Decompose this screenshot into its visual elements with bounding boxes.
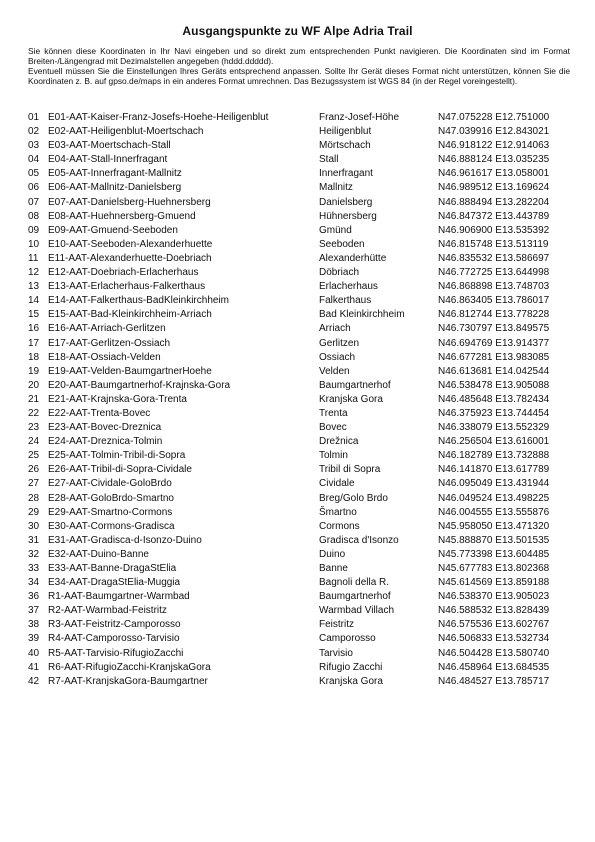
route-name: E14-AAT-Falkerthaus-BadKleinkirchheim xyxy=(48,295,230,307)
table-row xyxy=(28,492,570,506)
start-place: Danielsberg xyxy=(319,196,373,208)
table-row xyxy=(28,351,570,365)
start-place: Hühnersberg xyxy=(319,210,377,222)
route-name: E27-AAT-Cividale-GoloBrdo xyxy=(48,478,172,490)
coordinates-table-body xyxy=(28,111,570,689)
start-place: Kranjska Gora xyxy=(319,393,383,405)
row-number: 23 xyxy=(28,422,40,434)
table-row xyxy=(28,618,570,632)
table-row xyxy=(28,520,570,534)
route-name: E23-AAT-Bovec-Dreznica xyxy=(48,422,162,434)
start-place: Šmartno xyxy=(319,506,357,518)
table-row xyxy=(28,632,570,646)
route-name: E12-AAT-Doebriach-Erlacherhaus xyxy=(48,267,199,279)
row-number: 28 xyxy=(28,492,40,504)
start-place: Velden xyxy=(319,365,350,377)
route-name: R6-AAT-RifugioZacchi-KranjskaGora xyxy=(48,661,211,673)
row-number: 14 xyxy=(28,295,40,307)
table-row xyxy=(28,280,570,294)
row-number: 08 xyxy=(28,210,40,222)
route-name: E24-AAT-Dreznica-Tolmin xyxy=(48,436,163,448)
start-place: Trenta xyxy=(319,407,348,419)
row-number: 33 xyxy=(28,563,40,574)
page-title: Ausgangspunkte zu WF Alpe Adria Trail xyxy=(182,24,413,38)
table-row xyxy=(28,477,570,491)
table-row xyxy=(28,506,570,520)
start-place: Cividale xyxy=(319,478,355,490)
route-name: E28-AAT-GoloBrdo-Smartno xyxy=(48,492,174,504)
table-row xyxy=(28,562,570,576)
table-row xyxy=(28,590,570,604)
route-name: E03-AAT-Moertschach-Stall xyxy=(48,140,171,152)
coordinates: N46.538370 E13.905023 xyxy=(438,591,550,603)
coordinates: N46.575536 E13.602767 xyxy=(438,619,550,631)
row-number: 31 xyxy=(28,534,40,546)
table-row xyxy=(28,266,570,280)
start-place: Franz-Josef-Höhe xyxy=(319,112,400,123)
start-place: Baumgartnerhof xyxy=(319,379,391,391)
table-row xyxy=(28,337,570,351)
coordinates: N46.338079 E13.552329 xyxy=(438,422,550,434)
table-row xyxy=(28,181,570,195)
table-row xyxy=(28,252,570,266)
coordinates: N46.888124 E13.035235 xyxy=(438,154,550,166)
route-name: R7-AAT-KranjskaGora-Baumgartner xyxy=(48,675,208,687)
coordinates: N46.730797 E13.849575 xyxy=(438,323,550,335)
start-place: Mallnitz xyxy=(319,182,353,194)
table-row xyxy=(28,449,570,463)
start-place: Gradisca d'Isonzo xyxy=(319,534,399,546)
row-number: 02 xyxy=(28,126,40,138)
start-place: Heiligenblut xyxy=(319,126,372,138)
table-row xyxy=(28,224,570,238)
coordinates: N46.613681 E14.042544 xyxy=(438,365,550,377)
coordinates: N45.773398 E13.604485 xyxy=(438,548,550,560)
table-row xyxy=(28,294,570,308)
route-name: E06-AAT-Mallnitz-Danielsberg xyxy=(48,182,182,194)
row-number: 05 xyxy=(28,168,40,180)
start-place: Bad Kleinkirchheim xyxy=(319,309,405,321)
start-place: Stall xyxy=(319,154,339,166)
coordinates: N46.989512 E13.169624 xyxy=(438,182,550,194)
row-number: 41 xyxy=(28,661,40,673)
table-row xyxy=(28,238,570,252)
route-name: E16-AAT-Arriach-Gerlitzen xyxy=(48,323,166,335)
start-place: Seeboden xyxy=(319,238,365,250)
table-row xyxy=(28,661,570,675)
row-number: 27 xyxy=(28,478,40,490)
start-place: Drežnica xyxy=(319,436,359,448)
row-number: 42 xyxy=(28,675,40,687)
route-name: E22-AAT-Trenta-Bovec xyxy=(48,407,151,419)
route-name: E05-AAT-Innerfragant-Mallnitz xyxy=(48,168,182,180)
start-place: Warmbad Villach xyxy=(319,605,395,617)
coordinates: N46.538478 E13.905088 xyxy=(438,379,550,391)
route-name: E07-AAT-Danielsberg-Huehnersberg xyxy=(48,196,211,208)
start-place: Alexanderhütte xyxy=(319,252,387,264)
coordinates: N46.588532 E13.828439 xyxy=(438,605,550,617)
table-row xyxy=(28,308,570,322)
route-name: E17-AAT-Gerlitzen-Ossiach xyxy=(48,337,171,349)
table-row xyxy=(28,196,570,210)
table-row xyxy=(28,322,570,336)
table-row xyxy=(28,111,570,125)
row-number: 10 xyxy=(28,238,40,250)
row-number: 24 xyxy=(28,436,40,448)
start-place: Tolmin xyxy=(319,450,348,462)
coordinates: N46.815748 E13.513119 xyxy=(438,238,549,250)
start-place: Bagnoli della R. xyxy=(319,577,390,589)
row-number: 09 xyxy=(28,224,40,236)
coordinates: N46.918122 E12.914063 xyxy=(438,140,550,152)
coordinates: N46.694769 E13.914377 xyxy=(438,337,550,349)
route-name: E32-AAT-Duino-Banne xyxy=(48,548,149,560)
route-name: R4-AAT-Camporosso-Tarvisio xyxy=(48,633,180,645)
coordinates: N46.504428 E13.580740 xyxy=(438,647,550,659)
coordinates: N47.039916 E12.843021 xyxy=(438,126,550,138)
row-number: 36 xyxy=(28,591,40,603)
route-name: E13-AAT-Erlacherhaus-Falkerthaus xyxy=(48,281,206,293)
row-number: 19 xyxy=(28,365,40,377)
start-place: Döbriach xyxy=(319,267,360,279)
row-number: 13 xyxy=(28,281,40,293)
route-name: E19-AAT-Velden-BaumgartnerHoehe xyxy=(48,365,212,377)
table-row xyxy=(28,675,570,689)
table-row xyxy=(28,210,570,224)
table-row xyxy=(28,365,570,379)
start-place: Cormons xyxy=(319,520,360,532)
row-number: 26 xyxy=(28,464,40,476)
start-place: Ossiach xyxy=(319,351,356,363)
table-row xyxy=(28,139,570,153)
route-name: R1-AAT-Baumgartner-Warmbad xyxy=(48,591,190,603)
route-name: R5-AAT-Tarvisio-RifugioZacchi xyxy=(48,647,184,659)
row-number: 29 xyxy=(28,506,40,518)
coordinates: N45.677783 E13.802368 xyxy=(438,563,550,574)
coordinates: N46.888494 E13.282204 xyxy=(438,196,550,208)
coordinates: N46.772725 E13.644998 xyxy=(438,267,550,279)
start-place: Gerlitzen xyxy=(319,337,360,349)
route-name: R3-AAT-Feistritz-Camporosso xyxy=(48,619,181,631)
coordinates: N46.961617 E13.058001 xyxy=(438,168,550,180)
coordinates: N46.004555 E13.555876 xyxy=(438,506,550,518)
row-number: 16 xyxy=(28,323,40,335)
coordinates: N46.141870 E13.617789 xyxy=(438,464,550,476)
row-number: 39 xyxy=(28,633,40,645)
row-number: 25 xyxy=(28,450,40,462)
coordinates: N46.256504 E13.616001 xyxy=(438,436,550,448)
row-number: 11 xyxy=(28,252,39,264)
table-row xyxy=(28,407,570,421)
row-number: 17 xyxy=(28,337,40,349)
table-row xyxy=(28,153,570,167)
row-number: 20 xyxy=(28,379,40,391)
start-place: Baumgartnerhof xyxy=(319,591,391,603)
row-number: 22 xyxy=(28,407,40,419)
coordinates: N47.075228 E12.751000 xyxy=(438,112,550,123)
coordinates: N46.375923 E13.744454 xyxy=(438,407,550,419)
coordinates: N46.812744 E13.778228 xyxy=(438,309,550,321)
start-place: Arriach xyxy=(319,323,351,335)
route-name: R2-AAT-Warmbad-Feistritz xyxy=(48,605,167,617)
route-name: E33-AAT-Banne-DragaStElia xyxy=(48,563,177,574)
table-row xyxy=(28,421,570,435)
row-number: 18 xyxy=(28,351,40,363)
coordinates: N46.485648 E13.782434 xyxy=(438,393,550,405)
coordinates: N46.868898 E13.748703 xyxy=(438,281,550,293)
table-row xyxy=(28,393,570,407)
start-place: Tribil di Sopra xyxy=(319,464,381,476)
coordinates: N46.906900 E13.535392 xyxy=(438,224,550,236)
route-name: E08-AAT-Huehnersberg-Gmuend xyxy=(48,210,196,222)
table-row xyxy=(28,125,570,139)
route-name: E34-AAT-DragaStElia-Muggia xyxy=(48,577,181,589)
start-place: Kranjska Gora xyxy=(319,675,383,687)
coordinates: N46.677281 E13.983085 xyxy=(438,351,550,363)
start-place: Rifugio Zacchi xyxy=(319,661,383,673)
coordinates: N46.484527 E13.785717 xyxy=(438,675,550,687)
start-place: Feistritz xyxy=(319,619,354,631)
row-number: 38 xyxy=(28,619,40,631)
coordinates: N46.835532 E13.586697 xyxy=(438,252,550,264)
table-row xyxy=(28,463,570,477)
route-name: E30-AAT-Cormons-Gradisca xyxy=(48,520,175,532)
intro-text xyxy=(28,46,570,86)
row-number: 07 xyxy=(28,196,40,208)
start-place: Banne xyxy=(319,563,348,574)
row-number: 04 xyxy=(28,154,40,166)
row-number: 32 xyxy=(28,548,40,560)
coordinates: N46.863405 E13.786017 xyxy=(438,295,550,307)
row-number: 15 xyxy=(28,309,40,321)
table-row xyxy=(28,647,570,661)
start-place: Erlacherhaus xyxy=(319,281,378,293)
route-name: E15-AAT-Bad-Kleinkirchheim-Arriach xyxy=(48,309,212,321)
table-row xyxy=(28,167,570,181)
start-place: Tarvisio xyxy=(319,647,353,659)
row-number: 30 xyxy=(28,520,40,532)
intro-paragraph-1: Sie können diese Koordinaten in Ihr Navi eingeben und so direkt zum entsprechenden Punkt navigieren. Die Koordinaten sind im Format Breiten-/Längengrad mit Dezimalstellen angegeben (hddd.ddddd). xyxy=(28,46,570,66)
coordinates: N46.506833 E13.532734 xyxy=(438,633,550,645)
route-name: E09-AAT-Gmuend-Seeboden xyxy=(48,224,178,236)
table-row xyxy=(28,548,570,562)
coordinates: N46.847372 E13.443789 xyxy=(438,210,550,222)
coordinates: N45.958050 E13.471320 xyxy=(438,520,550,532)
row-number: 40 xyxy=(28,647,40,659)
coordinates-table xyxy=(28,111,570,689)
start-place: Camporosso xyxy=(319,633,376,645)
row-number: 06 xyxy=(28,182,40,194)
table-row xyxy=(28,435,570,449)
route-name: E02-AAT-Heiligenblut-Moertschach xyxy=(48,126,204,138)
coordinates: N46.182789 E13.732888 xyxy=(438,450,550,462)
row-number: 03 xyxy=(28,140,40,152)
start-place: Gmünd xyxy=(319,224,352,236)
route-name: E20-AAT-Baumgartnerhof-Krajnska-Gora xyxy=(48,379,231,391)
coordinates: N46.095049 E13.431944 xyxy=(438,478,550,490)
table-row xyxy=(28,576,570,590)
intro-paragraph-2: Eventuell müssen Sie die Einstellungen Ihres Geräts entsprechend anpassen. Sollte Ihr Gerät dieses Format nicht unterstützen, können Sie die Koordinaten z. B. auf gpso.de/maps in ein anderes Format umrechnen. Das Bezugssystem ist WGS 84 (in der Regel voreingestellt). xyxy=(28,66,570,86)
route-name: E29-AAT-Smartno-Cormons xyxy=(48,506,173,518)
row-number: 12 xyxy=(28,267,40,279)
route-name: E10-AAT-Seeboden-Alexanderhuette xyxy=(48,238,213,250)
route-name: E01-AAT-Kaiser-Franz-Josefs-Hoehe-Heiligenblut xyxy=(48,112,269,123)
row-number: 37 xyxy=(28,605,40,617)
coordinates: N46.049524 E13.498225 xyxy=(438,492,550,504)
route-name: E18-AAT-Ossiach-Velden xyxy=(48,351,161,363)
start-place: Innerfragant xyxy=(319,168,373,180)
row-number: 21 xyxy=(28,393,40,405)
table-row xyxy=(28,604,570,618)
route-name: E26-AAT-Tribil-di-Sopra-Cividale xyxy=(48,464,192,476)
route-name: E11-AAT-Alexanderhuette-Doebriach xyxy=(48,252,212,264)
row-number: 01 xyxy=(28,112,40,123)
coordinates: N45.888870 E13.501535 xyxy=(438,534,550,546)
route-name: E31-AAT-Gradisca-d-Isonzo-Duino xyxy=(48,534,202,546)
coordinates: N45.614569 E13.859188 xyxy=(438,577,550,589)
start-place: Duino xyxy=(319,548,346,560)
table-row xyxy=(28,379,570,393)
route-name: E04-AAT-Stall-Innerfragant xyxy=(48,154,168,166)
start-place: Breg/Golo Brdo xyxy=(319,492,388,504)
coordinates: N46.458964 E13.684535 xyxy=(438,661,550,673)
route-name: E25-AAT-Tolmin-Tribil-di-Sopra xyxy=(48,450,186,462)
start-place: Bovec xyxy=(319,422,347,434)
start-place: Mörtschach xyxy=(319,140,371,152)
row-number: 34 xyxy=(28,577,40,589)
start-place: Falkerthaus xyxy=(319,295,372,307)
route-name: E21-AAT-Krajnska-Gora-Trenta xyxy=(48,393,187,405)
table-row xyxy=(28,534,570,548)
